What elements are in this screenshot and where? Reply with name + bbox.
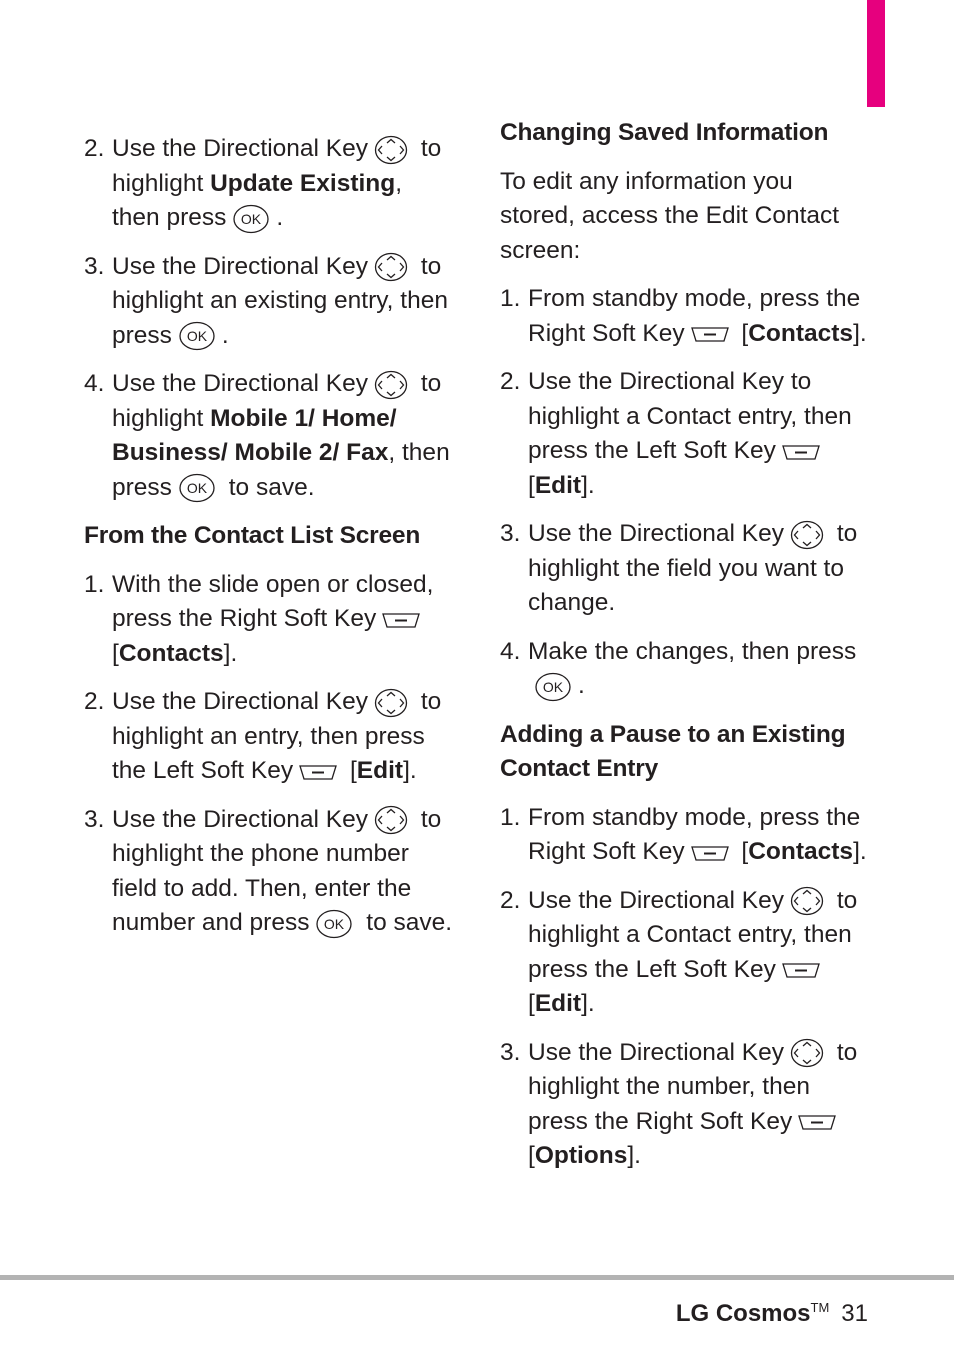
step-text: to highlight the number, then press the Right Soft Key <box>528 1038 858 1135</box>
section-heading: From the Contact List Screen <box>84 522 421 549</box>
list-item <box>84 685 456 789</box>
step-text: Use the Directional Key <box>112 252 369 280</box>
step-text: [ <box>734 838 749 865</box>
directional-key-icon <box>790 886 824 916</box>
list-item <box>84 568 456 672</box>
step-text: to highlight <box>112 135 442 197</box>
item-number: 2. <box>84 135 105 162</box>
step-text: to highlight an entry, then press the Left Soft Key <box>112 688 442 784</box>
step-text: to highlight the field you want to change. <box>528 520 858 616</box>
soft-key-icon <box>382 611 420 629</box>
menu-option: Options <box>534 1142 628 1169</box>
step-text: to save. <box>221 473 315 501</box>
menu-option: Edit <box>356 757 404 784</box>
item-number: 4. <box>84 370 105 397</box>
step-text: ]. <box>403 757 417 784</box>
step-text: ]. <box>581 990 595 1017</box>
right-column <box>500 116 872 1188</box>
list-item <box>500 884 872 1022</box>
page-footer <box>676 1292 868 1330</box>
menu-option: Edit <box>534 471 582 499</box>
step-text: , then press <box>112 439 450 501</box>
step-text: Use the Directional Key <box>528 886 785 914</box>
soft-key-icon <box>691 844 729 862</box>
item-number: 3. <box>84 805 105 833</box>
section-heading: Changing Saved Information <box>500 119 829 146</box>
step-text: ]. <box>853 838 867 865</box>
svg-text:OK: OK <box>186 480 208 497</box>
directional-key-icon <box>374 370 408 400</box>
step-text: . <box>221 321 229 349</box>
step-text: [ <box>734 319 749 347</box>
step-text: Use the Directional Key <box>112 805 369 833</box>
step-text: to save. <box>359 909 453 936</box>
directional-key-icon <box>374 252 408 282</box>
step-text: Use the Directional Key <box>528 520 785 547</box>
list-item <box>500 635 872 704</box>
step-text: Make the changes, then press <box>528 637 857 665</box>
step-text: , then press <box>112 169 403 231</box>
step-text: [ <box>112 639 119 667</box>
item-number: 2. <box>84 688 105 715</box>
list-item <box>84 250 456 354</box>
directional-key-icon <box>374 135 408 165</box>
list-item <box>84 132 456 236</box>
list-item <box>500 365 872 503</box>
step-text: ]. <box>223 639 238 667</box>
svg-text:OK: OK <box>542 678 564 695</box>
directional-key-icon <box>374 688 408 718</box>
soft-key-icon <box>299 763 337 781</box>
step-text: From standby mode, press the Right Soft Key <box>528 285 861 347</box>
directional-key-icon <box>790 520 824 550</box>
section-tab-marker <box>867 0 885 107</box>
step-text: to highlight the phone number field to add. Then, enter the number and press <box>112 805 442 936</box>
list-item <box>500 517 872 621</box>
step-text: . <box>276 204 284 231</box>
product-name: LG Cosmos <box>675 1300 811 1327</box>
step-text: [ <box>528 1142 535 1169</box>
section-heading: Adding a Pause to an Existing Contact Entry <box>500 720 846 782</box>
list-item <box>84 367 456 505</box>
directional-key-icon <box>790 1038 824 1068</box>
soft-key-icon <box>691 325 729 343</box>
step-text: [ <box>343 757 357 784</box>
item-number: 1. <box>500 285 521 312</box>
menu-option: Edit <box>534 990 582 1017</box>
trademark-mark: TM <box>810 1300 830 1315</box>
svg-text:OK: OK <box>324 915 345 932</box>
soft-key-icon <box>798 1113 836 1131</box>
list-item <box>500 282 872 351</box>
step-text: Use the Directional Key to highlight a Contact entry, then press the Left Soft Key <box>528 368 852 464</box>
item-number: 3. <box>500 1038 521 1066</box>
footer-divider <box>0 1275 954 1280</box>
step-text: Use the Directional Key <box>112 135 369 162</box>
menu-option: Contacts <box>118 639 224 667</box>
step-text: With the slide open or closed, press the Right Soft Key <box>112 570 434 632</box>
ok-key-icon <box>534 672 572 702</box>
step-text: [ <box>528 990 535 1017</box>
intro-paragraph: To edit any information you stored, access the Edit Contact screen: <box>500 167 840 264</box>
ok-key-icon <box>315 909 353 939</box>
item-number: 1. <box>500 803 521 831</box>
svg-text:OK: OK <box>186 328 208 345</box>
item-number: 3. <box>84 252 105 280</box>
menu-option: Mobile 1/ Home/ Business/ Mobile 2/ Fax <box>112 404 397 466</box>
item-number: 1. <box>84 570 105 598</box>
item-number: 2. <box>500 368 521 395</box>
item-number: 2. <box>500 886 521 914</box>
step-text: ]. <box>853 319 867 347</box>
left-column <box>84 132 456 955</box>
list-item <box>500 1036 872 1174</box>
step-text: . <box>578 672 585 699</box>
step-text: to highlight <box>112 370 442 432</box>
item-number: 4. <box>500 637 521 665</box>
ok-key-icon <box>178 473 216 503</box>
list-item <box>500 801 872 870</box>
list-item <box>84 803 456 941</box>
menu-option: Contacts <box>748 319 854 347</box>
item-number: 3. <box>500 520 521 547</box>
ok-key-icon <box>178 321 216 351</box>
step-text: Use the Directional Key <box>528 1038 785 1066</box>
soft-key-icon <box>782 961 820 979</box>
step-text: Use the Directional Key <box>112 370 369 397</box>
menu-option: Contacts <box>748 838 854 865</box>
svg-text:OK: OK <box>241 210 262 227</box>
ok-key-icon <box>232 204 270 234</box>
menu-option: Update Existing <box>210 169 396 197</box>
step-text: Use the Directional Key <box>112 688 369 715</box>
step-text: [ <box>528 471 535 499</box>
step-text: to highlight a Contact entry, then press the Left Soft Key <box>528 886 858 983</box>
step-text: ]. <box>627 1142 641 1169</box>
step-text: to highlight an existing entry, then press <box>112 252 448 349</box>
page-number: 31 <box>841 1300 868 1327</box>
step-text: ]. <box>581 471 595 499</box>
soft-key-icon <box>782 443 820 461</box>
step-text: From standby mode, press the Right Soft Key <box>528 803 861 865</box>
directional-key-icon <box>374 805 408 835</box>
